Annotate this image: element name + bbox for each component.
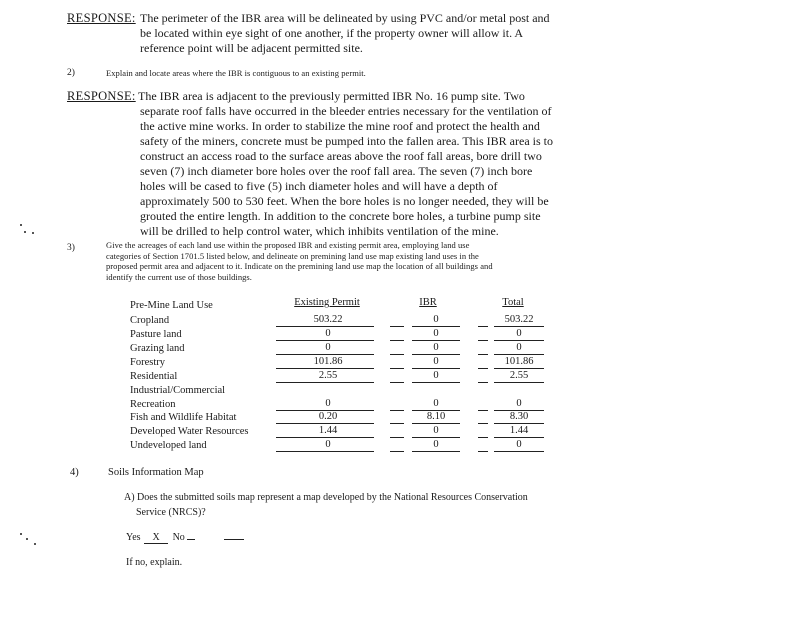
table-cell-rule xyxy=(276,451,284,452)
response-2-line: will be drilled to help control water, which inhibits ventilation of the mine. xyxy=(140,224,499,238)
response-2-line: separate roof falls have occurred in the bleeder entries necessary for the ventilation of xyxy=(140,104,552,118)
response-2-line: seven (7) inch diameter bore holes over the roof fall area. The seven (7) inch bore xyxy=(140,164,533,178)
response-1-line: The perimeter of the IBR area will be delineated by using PVC and/or metal post and xyxy=(140,11,550,25)
response-2-text xyxy=(140,104,570,239)
table-cell-rule xyxy=(478,354,488,355)
table-cell-ibr: 8.10 xyxy=(412,410,460,424)
table-row-label: Residential xyxy=(130,371,178,382)
yes-label: Yes xyxy=(126,532,141,543)
table-cell-rule xyxy=(390,423,404,424)
scan-speck xyxy=(20,224,22,226)
response-2-line: safety of the miners, concrete must be pumped into the fallen area. This IBR area is to xyxy=(140,134,553,148)
item-2-question: Explain and locate areas where the IBR is contiguous to an existing permit. xyxy=(106,68,366,78)
table-cell-total: 0 xyxy=(494,341,544,355)
item-3-line: categories of Section 1701.5 listed below, and delineate on premining land use map existing land uses in the xyxy=(106,250,479,261)
table-cell-existing: 101.86 xyxy=(282,355,374,369)
response-2-line: approximately 500 to 530 feet. When the bore holes is no longer needed, they will be xyxy=(140,194,549,208)
table-cell-rule xyxy=(390,451,404,452)
table-cell-rule xyxy=(478,410,488,411)
table-cell-total: 0 xyxy=(494,327,544,341)
table-cell-rule xyxy=(478,437,488,438)
scan-speck xyxy=(26,538,28,540)
table-cell-rule xyxy=(390,340,404,341)
table-cell-rule xyxy=(390,326,404,327)
table-cell-existing: 0 xyxy=(282,327,374,341)
yes-mark: X xyxy=(152,532,160,543)
table-cell-rule xyxy=(390,382,404,383)
table-row-label: Industrial/Commercial xyxy=(130,385,226,396)
table-cell-total: 2.55 xyxy=(494,369,544,383)
table-header-total: Total xyxy=(502,297,524,308)
blank-line xyxy=(224,539,244,540)
response-2-line: construct an access road to the surface areas above the roof fall areas, bore drill two xyxy=(140,149,542,163)
table-cell-total: 8.30 xyxy=(494,410,544,424)
response-1-text xyxy=(140,11,580,56)
table-row-label: Grazing land xyxy=(130,343,185,354)
response-2-line: grouted the entire length. In addition to the concrete bore holes, a turbine pump site xyxy=(140,209,541,223)
table-row-label: Cropland xyxy=(130,315,170,326)
table-cell-existing: 0.20 xyxy=(282,410,374,424)
scan-speck xyxy=(24,231,26,233)
table-cell-total: 1.44 xyxy=(494,424,544,438)
item-3-line: proposed permit area and adjacent to it. Indicate on the premining land use map the location of all buildings and xyxy=(106,261,493,271)
table-cell-existing: 0 xyxy=(282,341,374,355)
if-no-explain: If no, explain. xyxy=(126,557,183,568)
item-3-number: 3) xyxy=(67,243,76,253)
yes-no-answer xyxy=(126,532,244,544)
table-row-label: Undeveloped land xyxy=(130,440,207,451)
table-cell-rule xyxy=(390,354,404,355)
table-cell-total: 0 xyxy=(494,397,544,411)
table-cell-existing: 0 xyxy=(282,397,374,411)
response-2-first-line: The IBR area is adjacent to the previously permitted IBR No. 16 pump site. Two xyxy=(138,89,525,103)
table-cell-existing: 1.44 xyxy=(282,424,374,438)
table-cell-ibr: 0 xyxy=(412,327,460,341)
table-cell-rule xyxy=(478,340,488,341)
item-4-title: Soils Information Map xyxy=(108,467,204,478)
table-row-label: Pasture land xyxy=(130,329,182,340)
table-cell-existing: 0 xyxy=(282,438,374,452)
scan-speck xyxy=(20,533,22,535)
table-cell-rule xyxy=(478,326,488,327)
table-header-land-use: Pre-Mine Land Use xyxy=(130,300,213,311)
table-cell-total: 101.86 xyxy=(494,355,544,369)
response-1-label: RESPONSE: xyxy=(67,11,136,25)
table-cell-rule xyxy=(390,368,404,369)
table-header-ibr: IBR xyxy=(419,297,437,308)
scan-speck xyxy=(32,232,34,234)
table-cell-ibr: 0 xyxy=(412,355,460,369)
item-4-number: 4) xyxy=(70,467,79,478)
table-row-label: Recreation xyxy=(130,399,176,410)
table-cell-ibr: 0 xyxy=(412,313,460,327)
table-row-label: Forestry xyxy=(130,357,165,368)
item-3-line: identify the current use of those buildings. xyxy=(106,271,252,282)
response-1-line: be located within eye sight of one another, if the property owner will allow it. A xyxy=(140,26,524,40)
table-row-label: Fish and Wildlife Habitat xyxy=(130,412,237,423)
item-4-question-a xyxy=(124,490,574,520)
item-3-line: Give the acreages of each land use within the proposed IBR and existing permit area, employing land use xyxy=(106,240,470,250)
table-header-existing: Existing Permit xyxy=(294,297,360,308)
no-checkbox[interactable] xyxy=(187,539,195,540)
table-cell-rule xyxy=(390,437,404,438)
table-cell-ibr: 0 xyxy=(412,397,460,411)
table-cell-rule xyxy=(478,382,488,383)
no-label: No xyxy=(172,532,185,543)
table-cell-total: 0 xyxy=(494,438,544,452)
response-2-label: RESPONSE: xyxy=(67,89,136,103)
item-4-question-line: Service (NRCS)? xyxy=(136,507,206,518)
table-cell-ibr: 0 xyxy=(412,438,460,452)
table-cell-rule xyxy=(478,451,488,452)
scan-speck xyxy=(34,543,36,545)
item-2-number: 2) xyxy=(67,68,76,78)
table-cell-ibr: 0 xyxy=(412,424,460,438)
table-cell-total: 503.22 xyxy=(494,313,544,327)
response-2-line: holes will be cased to five (5) inch diameter holes and will have a depth of xyxy=(140,179,498,193)
table-cell-rule xyxy=(478,423,488,424)
table-cell-rule xyxy=(478,368,488,369)
table-cell-existing: 503.22 xyxy=(282,313,374,327)
table-cell-existing: 2.55 xyxy=(282,369,374,383)
yes-checkbox[interactable] xyxy=(144,532,168,544)
table-cell-ibr: 0 xyxy=(412,341,460,355)
item-3-text xyxy=(106,240,576,282)
table-cell-rule xyxy=(276,382,284,383)
response-2-line: the active mine works. In order to stabilize the mine roof and protect the health and xyxy=(140,119,540,133)
item-4-question-line: A) Does the submitted soils map represent a map developed by the National Resources Conservation xyxy=(124,492,528,503)
table-cell-ibr: 0 xyxy=(412,369,460,383)
response-1-line: reference point will be adjacent permitted site. xyxy=(140,41,363,55)
table-cell-rule xyxy=(390,410,404,411)
table-row-label: Developed Water Resources xyxy=(130,426,249,437)
